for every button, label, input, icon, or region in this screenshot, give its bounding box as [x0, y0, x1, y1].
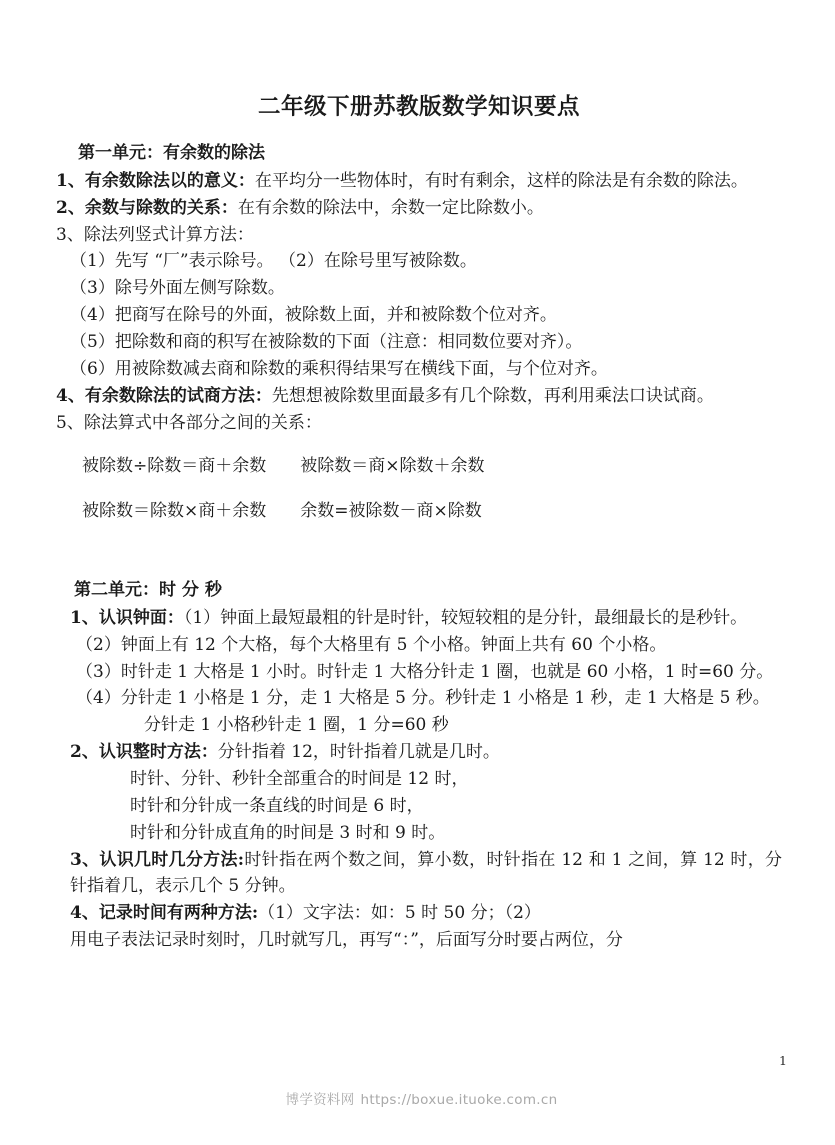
- unit2-item-1: [56, 605, 782, 632]
- unit2-item-1-text: （1）钟面上最短最粗的针是时针，较短较粗的是分针，最细最长的是秒针。: [183, 607, 748, 628]
- unit1-item-2-text: 在有余数的除法中，余数一定比除数小。: [237, 197, 544, 218]
- unit1-step-4: （4）把商写在除号的外面，被除数上面，并和被除数个位对齐。: [70, 305, 557, 326]
- unit1-step-5: （5）把除数和商的积写在被除数的下面（注意：相同数位要对齐）。: [70, 332, 583, 352]
- unit2-clock-note: 分针走 1 小格秒针走 1 圈，1 分=60 秒: [144, 715, 449, 736]
- unit1-item-3-label: 3、除法列竖式计算方法：: [56, 224, 254, 245]
- unit1-item-5-label: 5、除法算式中各部分之间的关系：: [56, 412, 322, 433]
- unit1-formula-row-1: 被除数÷除数＝商＋余数 被除数＝商×除数＋余数: [82, 456, 485, 477]
- unit2-item-2-sub-1: 时针、分针、秒针全部重合的时间是 12 时，: [130, 769, 469, 789]
- watermark-url: https://boxue.ituoke.com.cn: [360, 1092, 558, 1108]
- unit1-item-1-text: 在平均分一些物体时，有时有剩余，这样的除法是有余数的除法。: [254, 170, 748, 191]
- unit1-item-2: [56, 195, 782, 222]
- unit-1-heading: 第一单元：有余数的除法: [78, 142, 265, 163]
- unit2-item-1-label: 1、认识钟面：: [70, 607, 184, 628]
- unit1-formula-row-2: 被除数＝除数×商＋余数 余数=被除数－商×除数: [82, 500, 482, 521]
- unit1-step-6: （6）用被除数减去商和除数的乘积得结果写在横线下面，与个位对齐。: [70, 358, 608, 379]
- unit1-item-2-label: 2、余数与除数的关系：: [56, 197, 238, 218]
- unit2-clock-3: （3）时针走 1 大格是 1 小时。时针走 1 大格分针走 1 圈，也就是 60 小格，1 时=60 分。: [76, 661, 774, 682]
- unit-2-heading: 第二单元：时 分 秒: [74, 579, 222, 600]
- unit2-item-3-text: 时针指在两个数之间，算小数，时针指在 12 和 1 之间，算 12 时，分针指着几，表示几个 5 分钟。: [70, 849, 782, 897]
- unit2-item-4-label: 4、记录时间有两种方法:: [70, 903, 259, 924]
- unit2-item-2-label: 2、认识整时方法：: [70, 742, 218, 763]
- unit2-item-2-sub-3: 时针和分针成直角的时间是 3 时和 9 时。: [130, 822, 446, 843]
- section-spacer: [56, 543, 782, 577]
- unit2-item-4-text: （1）文字法：如：5 时 50 分；（2）: [258, 903, 541, 924]
- unit2-item-2-text: 分针指着 12，时针指着几就是几时。: [217, 742, 500, 763]
- unit1-step-1: （1）先写 “厂”表示除号。 （2）在除号里写被除数。: [70, 251, 477, 272]
- watermark-site-name: 博学资料网: [285, 1092, 355, 1108]
- page-number: 1: [779, 1053, 787, 1068]
- watermark: [0, 1088, 835, 1108]
- unit2-item-4: [56, 900, 782, 927]
- page-title: 二年级下册苏教版数学知识要点: [257, 94, 580, 120]
- unit1-item-1: [56, 168, 782, 195]
- unit2-item-3-label: 3、认识几时几分方法:: [70, 849, 245, 870]
- unit2-clock-4: （4）分针走 1 小格是 1 分，走 1 大格是 5 分。秒针走 1 小格是 1 秒，走 1 大格是 5 秒。: [76, 688, 770, 709]
- document-body: [56, 92, 782, 954]
- unit2-item-2: [56, 739, 782, 766]
- unit1-item-4-label: 4、有余数除法的试商方法：: [56, 385, 272, 406]
- unit1-step-3: （3）除号外面左侧写除数。: [70, 278, 285, 299]
- unit1-item-4-text: 先想想被除数里面最多有几个除数，再利用乘法口诀试商。: [271, 385, 714, 406]
- unit2-item-4-continued: 用电子表法记录时刻时，几时就写几，再写“：”，后面写分时要占两位，分: [70, 930, 623, 951]
- unit2-clock-2: （2）钟面上有 12 个大格，每个大格里有 5 个小格。钟面上共有 60 个小格。: [76, 634, 667, 655]
- unit1-item-1-label: 1、有余数除法以的意义：: [56, 170, 255, 191]
- unit2-item-2-sub-2: 时针和分针成一条直线的时间是 6 时，: [130, 795, 424, 816]
- unit1-item-4: [56, 383, 782, 410]
- unit2-item-3: [56, 847, 782, 901]
